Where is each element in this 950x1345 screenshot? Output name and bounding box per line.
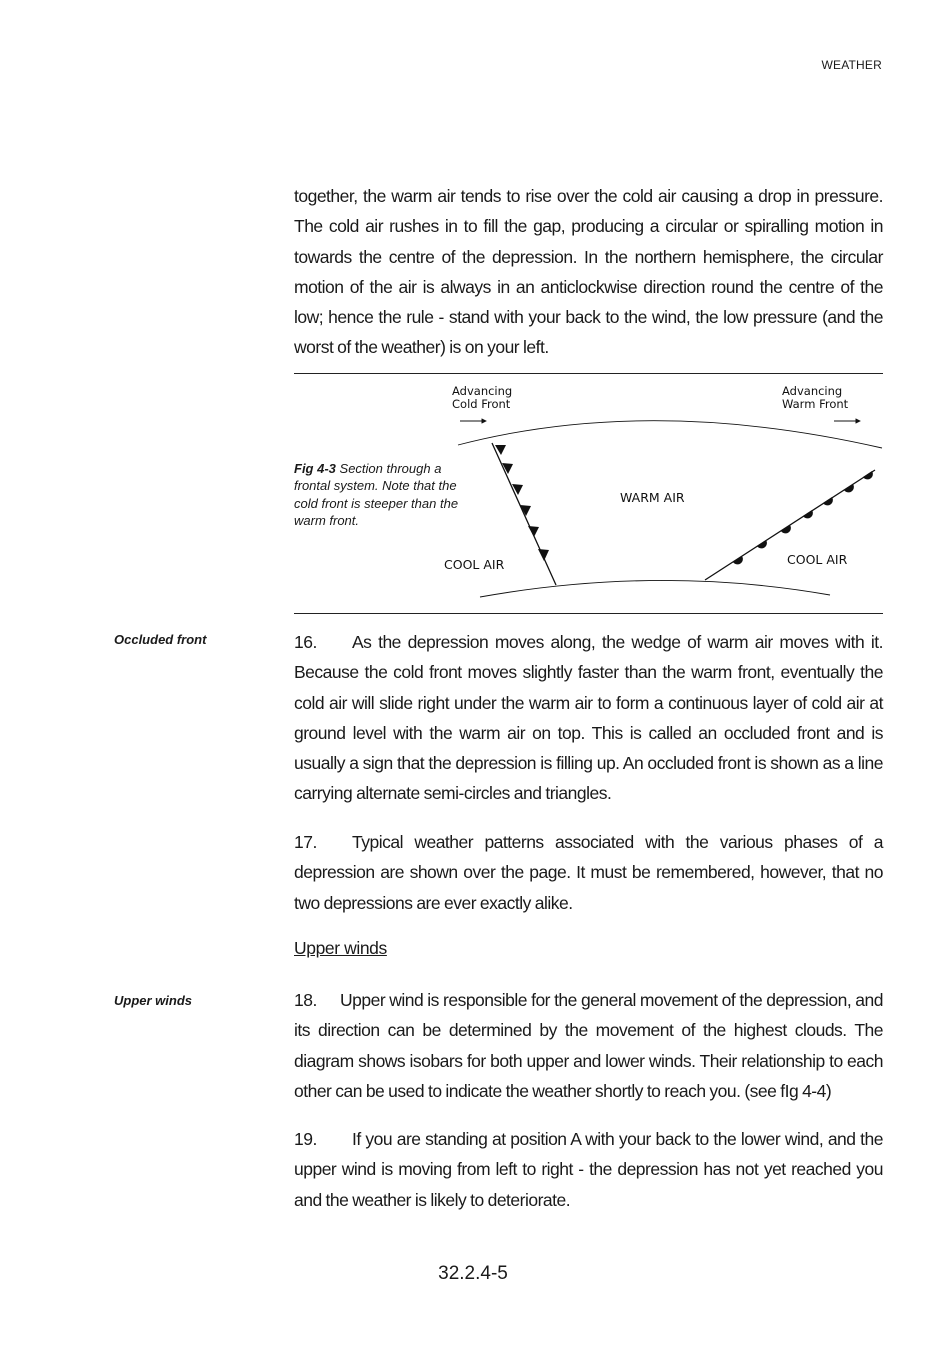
warm-front-label-line2: Warm Front [782,397,849,411]
paragraph-number: 19. [294,1129,317,1149]
paragraph-number: 18. [294,990,317,1010]
side-note-upper-winds: Upper winds [114,993,193,1008]
paragraph-17 [294,827,883,918]
intro-paragraph: together, the warm air tends to rise over the cold air causing a drop in pressure. The cold air rushes in to fill the gap, producing a circular or spiralling motion in towards the centre of the depression. In the northern hemisphere, the circular motion of the air is always in an anticlockwise direction round the centre of the low; hence the rule - stand with your back to the wind, the low pressure (and the worst of the weather) is on your left. [294,186,883,358]
cold-front-triangle [520,505,531,516]
paragraph-18 [294,985,883,1106]
cool-air-left-label: COOL AIR [444,557,505,572]
warm-air-label: WARM AIR [620,490,685,505]
paragraph-number: 16. [294,632,317,652]
cold-front-label-line2: Cold Front [452,397,511,411]
paragraph-number: 17. [294,832,317,852]
side-note-occluded-front: Occluded front [114,632,207,647]
figure-caption-label: Fig 4-3 [294,461,336,476]
warm-front-semicircle [844,484,854,492]
upper-boundary-line [458,421,882,448]
figure-caption-text: Section through a frontal system. Note that the cold front is steeper than the warm front. [294,461,459,528]
ground-line [480,580,830,597]
running-header: WEATHER [821,58,882,72]
figure-bottom-rule [294,613,883,614]
warm-front-semicircle [757,540,767,548]
frontal-system-diagram [420,375,885,605]
cold-front-triangles [495,445,549,561]
cool-air-right-label: COOL AIR [787,552,848,567]
cold-front-triangle [528,526,539,537]
cold-front-triangle [538,549,549,561]
warm-front-label-line1: Advancing [782,384,843,398]
warm-front-semicircle [863,471,873,479]
warm-front-semicircle [823,497,833,505]
paragraph-text: As the depression moves along, the wedge of warm air moves with it. Because the cold front moves slightly faster than the warm front, eventually the cold air will slide right under the warm air to form a continuous layer of cold air at ground level with the warm air on top. This is called an occluded front and is usually a sign that the depression is filling up. An occluded front is shown as a line carrying alternate semi-circles and triangles. [294,632,883,804]
warm-front-semicircle [803,510,813,518]
paragraph-19 [294,1124,883,1215]
upper-winds-heading: Upper winds [294,938,387,958]
paragraph-text: Typical weather patterns associated with the various phases of a depression are shown over the page. It must be remembered, however, that no two depressions are ever exactly alike. [294,832,883,913]
paragraph-16 [294,627,883,809]
paragraph-text: Upper wind is responsible for the general movement of the depression, and its direction can be determined by the movement of the highest clouds. The diagram shows isobars for both upper and lower winds. Their relationship to each other can be used to indicate the weather shortly to reach you. (see fIg 4-4) [294,990,883,1101]
paragraph-text: If you are standing at position A with your back to the lower wind, and the upper wind is moving from left to right - the depression has not yet reached you and the weather is likely to deteriorate. [294,1129,883,1210]
page-number: 32.2.4-5 [438,1263,508,1284]
warm-front-semicircles [733,471,873,564]
figure-top-rule [294,373,883,374]
cold-front-label-line1: Advancing [452,384,513,398]
